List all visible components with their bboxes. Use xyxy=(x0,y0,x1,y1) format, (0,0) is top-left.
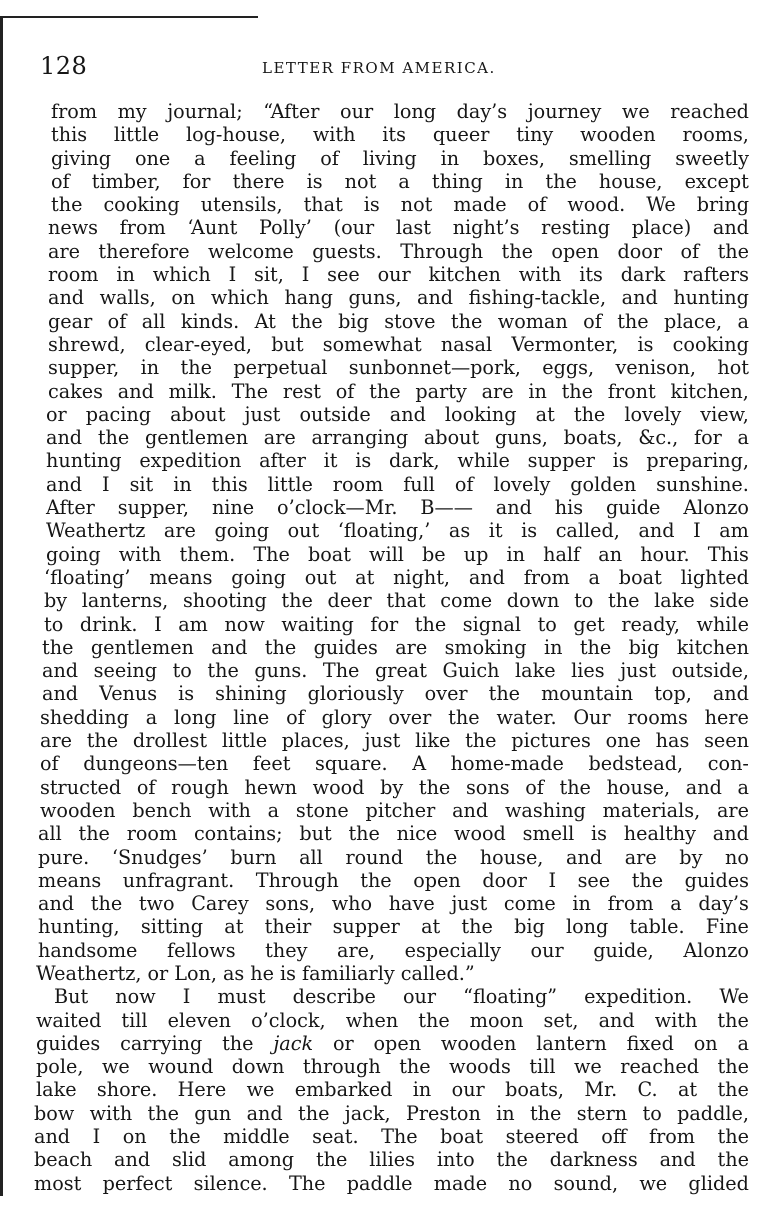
text-line: shrewd, clear-eyed, but somewhat nasal Vermonter, is cooking xyxy=(48,332,749,356)
text-line: supper, in the perpetual sunbonnet—pork, eggs, venison, hot xyxy=(48,356,749,380)
text-line: to drink. I am now waiting for the signal to get ready, while xyxy=(44,612,749,636)
text-line: and Venus is shining gloriously over the mountain top, and xyxy=(42,682,749,706)
left-margin-rule xyxy=(0,16,3,1196)
text-line: room in which I sit, I see our kitchen with its dark rafters xyxy=(48,263,749,287)
text-line: and I on the middle seat. The boat steered off from the xyxy=(34,1125,749,1149)
text-line: and walls, on which hang guns, and fishing-tackle, and hunting xyxy=(48,286,749,310)
text-line: from my journal; “After our long day’s journey we reached xyxy=(51,100,749,123)
text-line: and I sit in this little room full of lovely golden sunshine. xyxy=(46,472,749,496)
text-line: wooden bench with a stone pitcher and washing materials, are xyxy=(40,798,749,822)
text-line: news from ‘Aunt Polly’ (our last night’s resting place) and xyxy=(48,216,749,240)
text-line: gear of all kinds. At the big stove the woman of the place, a xyxy=(48,309,749,333)
text-line: or pacing about just outside and looking at the lovely view, xyxy=(46,402,749,426)
paragraph-floating-expedition xyxy=(34,985,749,1195)
text-line: by lanterns, shooting the deer that come down to the lake side xyxy=(44,589,749,613)
text-line: are the drollest little places, just like the pictures one has seen xyxy=(40,729,749,753)
text-line: bow with the gun and the jack, Preston in the stern to paddle, xyxy=(34,1101,749,1125)
page-header xyxy=(40,52,760,86)
body-text xyxy=(34,100,749,1195)
text-line: are therefore welcome guests. Through the open door of the xyxy=(48,239,749,263)
text-line: handsome fellows they are, especially our guide, Alonzo xyxy=(38,938,749,962)
text-line: pure. ‘Snudges’ burn all round the house, and are by no xyxy=(38,845,749,869)
text-line: of timber, for there is not a thing in the house, except xyxy=(51,169,749,193)
text-line: going with them. The boat will be up in half an hour. This xyxy=(46,542,749,566)
text-line: giving one a feeling of living in boxes, smelling sweetly xyxy=(51,146,749,170)
text-line: cakes and milk. The rest of the party are in the front kitchen, xyxy=(48,379,749,403)
paragraph-journal-quote xyxy=(34,100,749,985)
top-rule xyxy=(0,16,258,18)
text-line: the cooking utensils, that is not made of wood. We bring xyxy=(51,193,749,217)
text-line: and the two Carey sons, who have just come in from a day’s xyxy=(38,892,749,916)
text-line: of dungeons—ten feet square. A home-made bedstead, con- xyxy=(40,752,749,776)
text-line: hunting expedition after it is dark, while supper is preparing, xyxy=(46,449,749,473)
text-line: structed of rough hewn wood by the sons of the house, and a xyxy=(40,775,749,799)
text-line: this little log-house, with its queer tiny wooden rooms, xyxy=(51,123,749,147)
text-line: shedding a long line of glory over the water. Our rooms here xyxy=(40,705,749,729)
text-line: ‘floating’ means going out at night, and from a boat lighted xyxy=(44,565,749,589)
text-line: guides carrying the jack or open wooden lantern fixed on a xyxy=(36,1031,749,1055)
page-number: 128 xyxy=(40,52,88,80)
text-line: Weathertz, or Lon, as he is familiarly called.” xyxy=(36,961,475,985)
text-line: Weathertz are going out ‘floating,’ as it is called, and I am xyxy=(46,519,749,543)
text-line: After supper, nine o’clock—Mr. B—— and his guide Alonzo xyxy=(46,496,749,520)
text-line: means unfragrant. Through the open door I see the guides xyxy=(38,868,749,892)
text-line: and seeing to the guns. The great Guich lake lies just outside, xyxy=(42,659,749,683)
text-line: But now I must describe our “floating” expedition. We xyxy=(54,985,749,1009)
text-line: waited till eleven o’clock, when the moon set, and with the xyxy=(36,1008,749,1032)
running-title: LETTER FROM AMERICA. xyxy=(262,59,496,77)
text-line: pole, we wound down through the woods till we reached the xyxy=(36,1055,749,1079)
text-line: and the gentlemen are arranging about guns, boats, &c., for a xyxy=(46,426,749,450)
text-line: most perfect silence. The paddle made no sound, we glided xyxy=(34,1171,749,1195)
text-line: all the room contains; but the nice wood smell is healthy and xyxy=(38,822,749,846)
text-line: the gentlemen and the guides are smoking in the big kitchen xyxy=(42,635,749,659)
text-line: hunting, sitting at their supper at the big long table. Fine xyxy=(38,915,749,939)
text-line: beach and slid among the lilies into the darkness and the xyxy=(34,1148,749,1172)
text-line: lake shore. Here we embarked in our boats, Mr. C. at the xyxy=(36,1078,749,1102)
